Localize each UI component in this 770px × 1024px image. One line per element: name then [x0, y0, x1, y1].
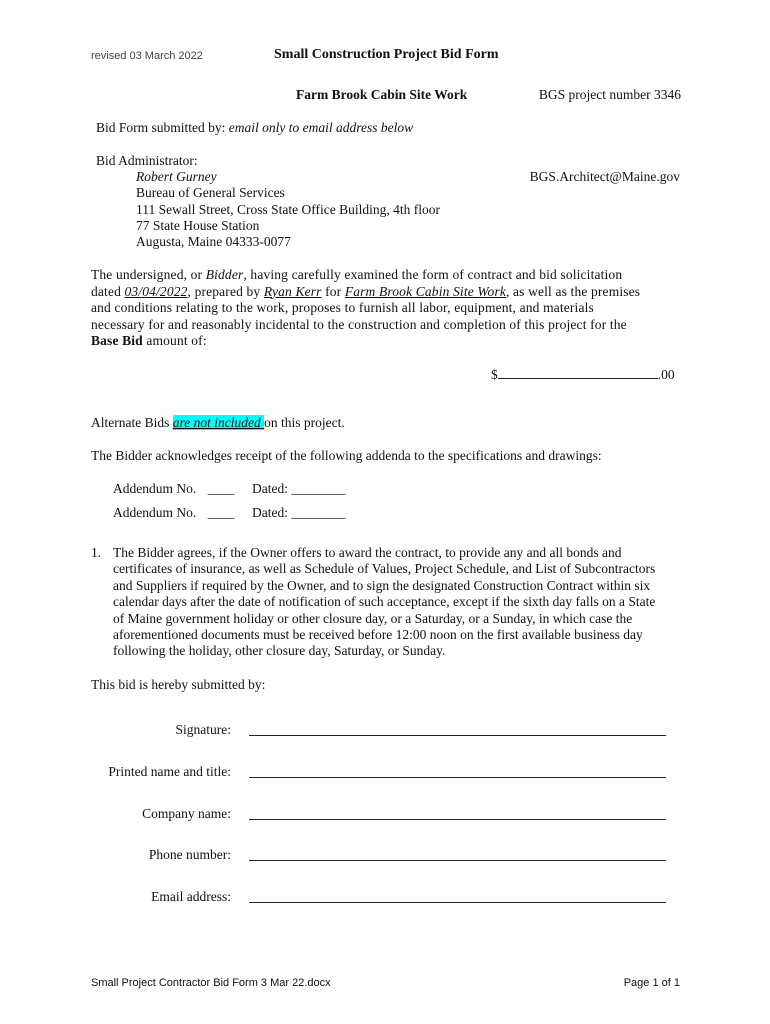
- addendum-label: Addendum No.: [113, 481, 197, 496]
- form-title: Small Construction Project Bid Form: [274, 47, 499, 62]
- phone-number-field[interactable]: [249, 859, 666, 861]
- email-address-field[interactable]: [249, 901, 666, 903]
- footer-filename: Small Project Contractor Bid Form 3 Mar 22.docx: [91, 977, 331, 989]
- administrator-org: Bureau of General Services: [136, 185, 285, 201]
- administrator-address-2: 77 State House Station: [136, 217, 260, 233]
- addendum-label: Addendum No.: [113, 505, 197, 520]
- company-name-label: Company name:: [142, 806, 231, 821]
- email-address-label: Email address:: [151, 889, 231, 904]
- agreement-text: The Bidder agrees, if the Owner offers to award the contract, to provide any and all bonds and certificates of insurance, as well as Schedule of Values, Project Schedule, and List of Subcontractors and Suppliers if required by the Owner, and to sign the designated Construction Contract within six calendar days after the date of notification of such acceptance, except if the sixth day falls on a State of Maine government holiday or other closure day, or a Saturday, or a Sunday, in which case the aforementioned documents must be received before 12:00 noon on the first available business day following the holiday, other closure day, Saturday, or Sunday.: [113, 545, 656, 659]
- administrator-block: [136, 169, 440, 250]
- solicitation-date: 03/04/2022: [124, 283, 188, 299]
- intro-line-1: The undersigned, or Bidder, having carefully examined the form of contract and bid solicitation: [91, 267, 623, 282]
- submitted-by-value: email only to email address below: [228, 120, 414, 135]
- addendum-number-blank[interactable]: ____: [207, 481, 235, 496]
- amount-blank[interactable]: [498, 366, 658, 379]
- administrator-email: BGS.Architect@Maine.gov: [529, 169, 680, 184]
- intro-line-2: dated 03/04/2022, prepared by Ryan Kerr for Farm Brook Cabin Site Work, as well as the premises: [91, 283, 641, 299]
- printed-name-label: Printed name and title:: [108, 764, 231, 779]
- submission-intro: This bid is hereby submitted by:: [91, 677, 266, 692]
- intro-line-4: necessary for and reasonably incidental to the construction and completion of this project for the: [91, 316, 627, 332]
- addendum-dated[interactable]: Dated: ________: [252, 481, 346, 496]
- alternates-highlight: are not included: [172, 415, 265, 430]
- administrator-address-3: Augusta, Maine 04333-0077: [136, 234, 291, 250]
- addenda-intro: The Bidder acknowledges receipt of the following addenda to the specifications and drawings:: [91, 448, 602, 463]
- submitted-by: [96, 120, 413, 136]
- footer-page-number: Page 1 of 1: [623, 977, 680, 989]
- signature-field[interactable]: [249, 734, 666, 736]
- bidder-term: Bidder: [205, 267, 244, 282]
- addendum-dated[interactable]: Dated: ________: [252, 505, 346, 520]
- intro-line-5: Base Bid amount of:: [91, 333, 207, 348]
- agreement-number: 1.: [91, 545, 102, 560]
- addendum-number-blank[interactable]: ____: [207, 505, 235, 520]
- company-name-field[interactable]: [249, 818, 666, 820]
- administrator-name: Robert Gurney: [136, 169, 217, 184]
- administrator-address-1: 111 Sewall Street, Cross State Office Building, 4th floor: [136, 201, 440, 217]
- project-name-link: Farm Brook Cabin Site Work: [344, 283, 506, 299]
- revision-date: revised 03 March 2022: [91, 50, 203, 62]
- administrator-label: Bid Administrator:: [96, 153, 198, 168]
- addendum-row-1[interactable]: [113, 481, 345, 497]
- base-bid-amount[interactable]: [491, 366, 675, 383]
- addendum-row-2[interactable]: [113, 505, 345, 521]
- base-bid-term: Base Bid: [91, 333, 143, 348]
- alternates-line: Alternate Bids are not included on this project.: [91, 415, 345, 430]
- signature-label: Signature:: [175, 722, 231, 737]
- submitted-by-label: Bid Form submitted by:: [96, 120, 226, 135]
- amount-cents: .00: [657, 367, 675, 382]
- intro-line-3: and conditions relating to the work, proposes to furnish all labor, equipment, and materials: [91, 300, 594, 315]
- printed-name-field[interactable]: [249, 776, 666, 778]
- intro-paragraph: [91, 267, 691, 350]
- project-name: Farm Brook Cabin Site Work: [296, 87, 468, 102]
- preparer-name: Ryan Kerr: [263, 283, 322, 299]
- phone-number-label: Phone number:: [148, 847, 231, 862]
- project-number: BGS project number 3346: [538, 87, 681, 102]
- dollar-sign: $: [491, 367, 498, 382]
